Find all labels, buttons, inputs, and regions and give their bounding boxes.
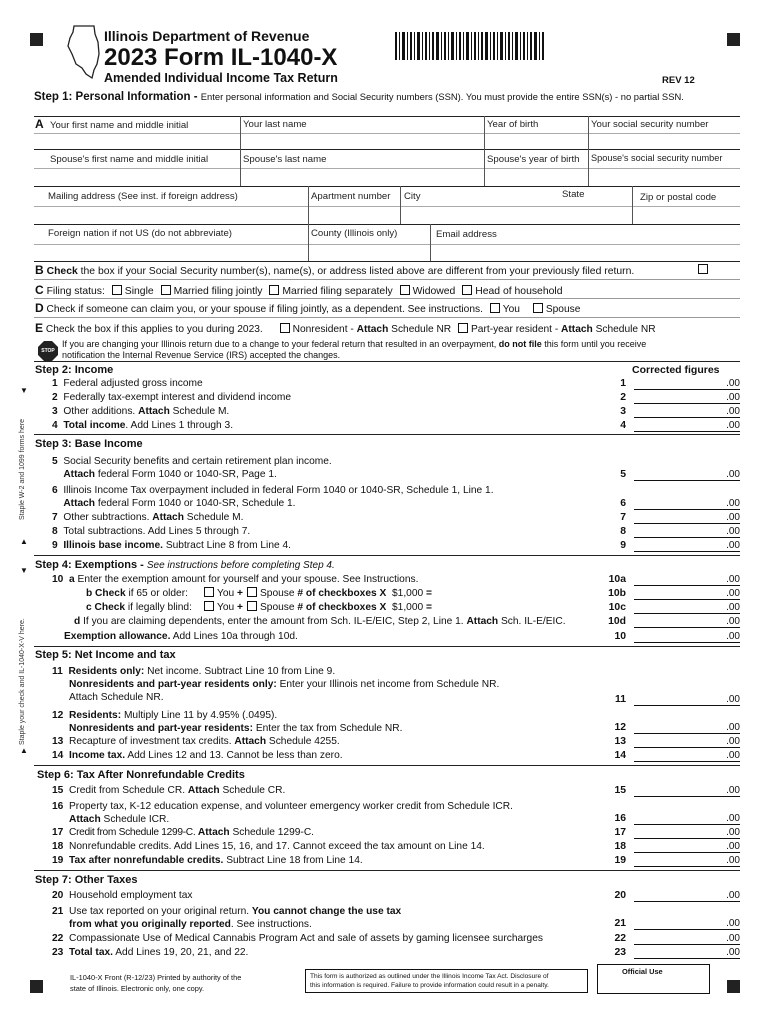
checkbox-widowed[interactable] — [400, 285, 410, 295]
line-19-number: 19 — [614, 855, 626, 866]
line-8-number: 8 — [620, 526, 626, 537]
line-4-number: 4 — [620, 420, 626, 431]
checkbox-65-spouse[interactable] — [247, 587, 257, 597]
line-23-number: 23 — [614, 947, 626, 958]
line-16-number: 16 — [614, 813, 626, 824]
line-17-amount[interactable]: .00 — [634, 827, 740, 839]
line-10c-calc: You + Spouse # of checkboxes X $1,000 = — [200, 601, 432, 614]
line-20-label: 20 Household employment tax — [52, 890, 193, 901]
line-10c-amount[interactable]: .00 — [634, 602, 740, 614]
line-9-label: 9 Illinois base income. Subtract Line 8 from Line 4. — [52, 540, 291, 551]
line-5-amount[interactable]: .00 — [634, 469, 740, 481]
footer-print-note: IL-1040-X Front (R-12/23) Printed by authority of the state of Illinois. Electronic only, one copy. — [70, 973, 242, 993]
line-4-label: 4 Total income. Add Lines 1 through 3. — [52, 420, 234, 431]
line-10d-number: 10d — [608, 616, 626, 627]
line-10-number: 10 — [614, 631, 626, 642]
line-8-label: 8 Total subtractions. Add Lines 5 through 7. — [52, 526, 251, 537]
spouse-last-name-field[interactable]: Spouse's last name — [243, 154, 327, 165]
line-5-number: 5 — [620, 469, 626, 480]
row-d: D Check if someone can claim you, or your spouse if filing jointly, as a dependent. See instructions. You Spouse — [35, 301, 581, 315]
email-field[interactable]: Email address — [436, 229, 497, 240]
line-1-label: 1 Federal adjusted gross income — [52, 378, 203, 389]
spouse-ssn-field[interactable]: Spouse's social security number — [591, 153, 723, 163]
checkbox-dependent-spouse[interactable] — [533, 303, 543, 313]
row-b: B Check the box if your Social Security number(s), name(s), or address listed above are different from your previously filed return. — [35, 263, 635, 277]
line-2-amount[interactable]: .00 — [634, 392, 740, 404]
agency-name: Illinois Department of Revenue — [104, 28, 310, 44]
line-10b-label: b Check if 65 or older: — [86, 588, 188, 599]
illinois-state-icon — [64, 24, 104, 80]
line-10-amount[interactable]: .00 — [634, 631, 740, 643]
line-5-label: 5 Social Security benefits and certain retirement plan income. Attach federal Form 1040 or 1040-SR, Page 1. — [52, 456, 332, 480]
checkbox-single[interactable] — [112, 285, 122, 295]
disclosure-text: This form is authorized as outlined under the Illinois Income Tax Act. Disclosure of this information is required. Failure to provide information could result in a penalty. — [310, 973, 549, 989]
line-22-number: 22 — [614, 933, 626, 944]
line-10b-calc: You + Spouse # of checkboxes X $1,000 = — [200, 587, 432, 600]
line-7-amount[interactable]: .00 — [634, 512, 740, 524]
line-6-amount[interactable]: .00 — [634, 498, 740, 510]
line-19-amount[interactable]: .00 — [634, 855, 740, 867]
registration-mark — [727, 980, 740, 993]
line-17-number: 17 — [614, 827, 626, 838]
apartment-field[interactable]: Apartment number — [311, 191, 391, 202]
line-23-amount[interactable]: .00 — [634, 947, 740, 959]
corrected-figures-header: Corrected figures — [632, 364, 720, 376]
line-4-amount[interactable]: .00 — [634, 420, 740, 432]
staple-w2-label: Staple W-2 and 1099 forms here — [19, 418, 26, 520]
line-22-amount[interactable]: .00 — [634, 933, 740, 945]
line-2-label: 2 Federally tax-exempt interest and dividend income — [52, 392, 291, 403]
stop-label: STOP — [41, 348, 55, 354]
checkbox-blind-you[interactable] — [204, 601, 214, 611]
line-10c-number: 10c — [608, 602, 626, 613]
line-16-label: 16 Property tax, K-12 education expense, and volunteer emergency worker credit from Schedule ICR. Attach Schedule ICR. — [52, 801, 513, 825]
first-name-field[interactable]: Your first name and middle initial — [50, 120, 189, 131]
registration-mark — [727, 33, 740, 46]
line-1-number: 1 — [620, 378, 626, 389]
arrow-down-icon: ▼ — [20, 386, 28, 395]
checkbox-blind-spouse[interactable] — [247, 601, 257, 611]
line-14-number: 14 — [614, 750, 626, 761]
line-22-label: 22 Compassionate Use of Medical Cannabis Program Act and sale of assets by gaming licensee surcharges — [52, 933, 543, 944]
row-e: E Check the box if this applies to you during 2023. Nonresident - Attach Schedule NR Part-year resident - Attach Schedule NR — [35, 321, 656, 335]
mailing-address-field[interactable]: Mailing address (See inst. if foreign address) — [48, 191, 238, 202]
checkbox-married-separately[interactable] — [269, 285, 279, 295]
line-21-amount[interactable]: .00 — [634, 918, 740, 930]
checkbox-dependent-you[interactable] — [490, 303, 500, 313]
line-3-number: 3 — [620, 406, 626, 417]
line-2-number: 2 — [620, 392, 626, 403]
arrow-down-icon: ▼ — [20, 566, 28, 575]
line-10a-label: 10 a Enter the exemption amount for yourself and your spouse. See Instructions. — [52, 574, 419, 585]
line-18-amount[interactable]: .00 — [634, 841, 740, 853]
checkbox-married-jointly[interactable] — [161, 285, 171, 295]
line-11-number: 11 — [615, 694, 626, 705]
exemption-allowance-label: Exemption allowance. Add Lines 10a through 10d. — [64, 631, 298, 642]
line-15-label: 15 Credit from Schedule CR. Attach Schedule CR. — [52, 785, 286, 796]
line-20-amount[interactable]: .00 — [634, 890, 740, 902]
checkbox-head-of-household[interactable] — [462, 285, 472, 295]
line-11-amount[interactable]: .00 — [634, 694, 740, 706]
line-10a-number: 10a — [608, 574, 626, 585]
line-3-label: 3 Other additions. Attach Schedule M. — [52, 406, 230, 417]
state-field[interactable]: State — [562, 189, 585, 200]
line-9-amount[interactable]: .00 — [634, 540, 740, 552]
line-13-label: 13 Recapture of investment tax credits. Attach Schedule 4255. — [52, 736, 340, 747]
spouse-first-name-field[interactable]: Spouse's first name and middle initial — [50, 154, 209, 165]
foreign-nation-field[interactable]: Foreign nation if not US (do not abbreviate) — [48, 228, 232, 239]
line-16-amount[interactable]: .00 — [634, 813, 740, 825]
city-field[interactable]: City — [404, 191, 421, 202]
form-subtitle: Amended Individual Income Tax Return — [104, 71, 338, 85]
step1-heading: Step 1: Personal Information - Enter personal information and Social Security numbers (SSN). You must provide the entire SSN(s) - no partial SSN. — [34, 91, 684, 103]
step2-heading: Step 2: Income — [35, 364, 114, 376]
line-15-number: 15 — [614, 785, 626, 796]
checkbox-part-year[interactable] — [458, 323, 468, 333]
county-field[interactable]: County (Illinois only) — [311, 228, 398, 239]
checkbox-nonresident[interactable] — [280, 323, 290, 333]
line-21-number: 21 — [614, 918, 626, 929]
line-17-label: 17 Credit from Schedule 1299-C. Attach Schedule 1299-C. — [52, 827, 315, 838]
ssn-field[interactable]: Your social security number — [591, 119, 709, 130]
registration-mark — [30, 33, 43, 46]
line-13-number: 13 — [614, 736, 626, 747]
last-name-field[interactable]: Your last name — [243, 119, 307, 130]
birth-year-field[interactable]: Year of birth — [487, 119, 539, 130]
step5-heading: Step 5: Net Income and tax — [35, 649, 176, 661]
line-13-amount[interactable]: .00 — [634, 736, 740, 748]
checkbox-65-you[interactable] — [204, 587, 214, 597]
line-6-number: 6 — [620, 498, 626, 509]
line-12-amount[interactable]: .00 — [634, 722, 740, 734]
step4-heading: Step 4: Exemptions - See instructions before completing Step 4. — [35, 559, 335, 571]
line-20-number: 20 — [614, 890, 626, 901]
line-10a-amount[interactable]: .00 — [634, 574, 740, 586]
step3-heading: Step 3: Base Income — [35, 438, 143, 450]
line-1-amount[interactable]: .00 — [634, 378, 740, 390]
revision: REV 12 — [662, 75, 695, 86]
line-8-amount[interactable]: .00 — [634, 526, 740, 538]
barcode — [395, 32, 545, 60]
line-6-label: 6 Illinois Income Tax overpayment included in federal Form 1040 or 1040-SR, Schedule 1, Line 1. Attach federal Form 1040 or 1040-SR, Schedule 1. — [52, 485, 494, 509]
official-use-label: Official Use — [622, 967, 663, 976]
line-7-label: 7 Other subtractions. Attach Schedule M. — [52, 512, 244, 523]
zip-field[interactable]: Zip or postal code — [640, 192, 717, 203]
line-10d-amount[interactable]: .00 — [634, 616, 740, 628]
arrow-up-icon: ▲ — [20, 746, 28, 755]
line-21-label: 21 Use tax reported on your original return. You cannot change the use tax from what you originally reported. See instructions. — [52, 906, 402, 930]
line-10b-amount[interactable]: .00 — [634, 588, 740, 600]
line-12-label: 12 Residents: Multiply Line 11 by 4.95% (.0495). Nonresidents and part-year residents: Enter the tax from Schedule NR. — [52, 710, 403, 734]
stop-notice: If you are changing your Illinois return due to a change to your federal return that resulted in an overpayment, do not file this form until you receive notification the Internal Revenue Service (IRS) accepted the changes. — [62, 339, 647, 360]
checkbox-b[interactable] — [698, 264, 708, 274]
registration-mark — [30, 980, 43, 993]
line-18-label: 18 Nonrefundable credits. Add Lines 15, 16, and 17. Cannot exceed the tax amount on Line 14. — [52, 841, 485, 852]
line-10c-label: c Check if legally blind: — [86, 602, 192, 613]
line-18-number: 18 — [614, 841, 626, 852]
line-12-number: 12 — [614, 722, 626, 733]
line-14-label: 14 Income tax. Add Lines 12 and 13. Cannot be less than zero. — [52, 750, 343, 761]
line-7-number: 7 — [620, 512, 626, 523]
line-19-label: 19 Tax after nonrefundable credits. Subtract Line 18 from Line 14. — [52, 855, 363, 866]
staple-check-label: Staple your check and IL-1040-X-V here. — [19, 618, 26, 745]
row-a-letter: A — [35, 117, 44, 131]
line-10d-label: d If you are claiming dependents, enter the amount from Sch. IL-E/EIC, Step 2, Line 1. Attach Sch. IL-E/EIC. — [74, 616, 566, 627]
row-c: C Filing status: Single Married filing jointly Married filing separately Widowed Head of household — [35, 283, 563, 297]
line-14-amount[interactable]: .00 — [634, 750, 740, 762]
line-3-amount[interactable]: .00 — [634, 406, 740, 418]
arrow-up-icon: ▲ — [20, 537, 28, 546]
step6-heading: Step 6: Tax After Nonrefundable Credits — [37, 769, 245, 781]
line-15-amount[interactable]: .00 — [634, 785, 740, 797]
step7-heading: Step 7: Other Taxes — [35, 874, 138, 886]
form-title: 2023 Form IL-1040-X — [104, 44, 338, 71]
line-10b-number: 10b — [608, 588, 626, 599]
spouse-birth-year-field[interactable]: Spouse's year of birth — [487, 154, 580, 165]
line-23-label: 23 Total tax. Add Lines 19, 20, 21, and 22. — [52, 947, 249, 958]
line-9-number: 9 — [620, 540, 626, 551]
line-11-label: 11 Residents only: Net income. Subtract Line 10 from Line 9. Nonresidents and part-year residents only: Enter your Illinois net income from Schedule NR. Attach Schedule NR. — [52, 666, 500, 703]
